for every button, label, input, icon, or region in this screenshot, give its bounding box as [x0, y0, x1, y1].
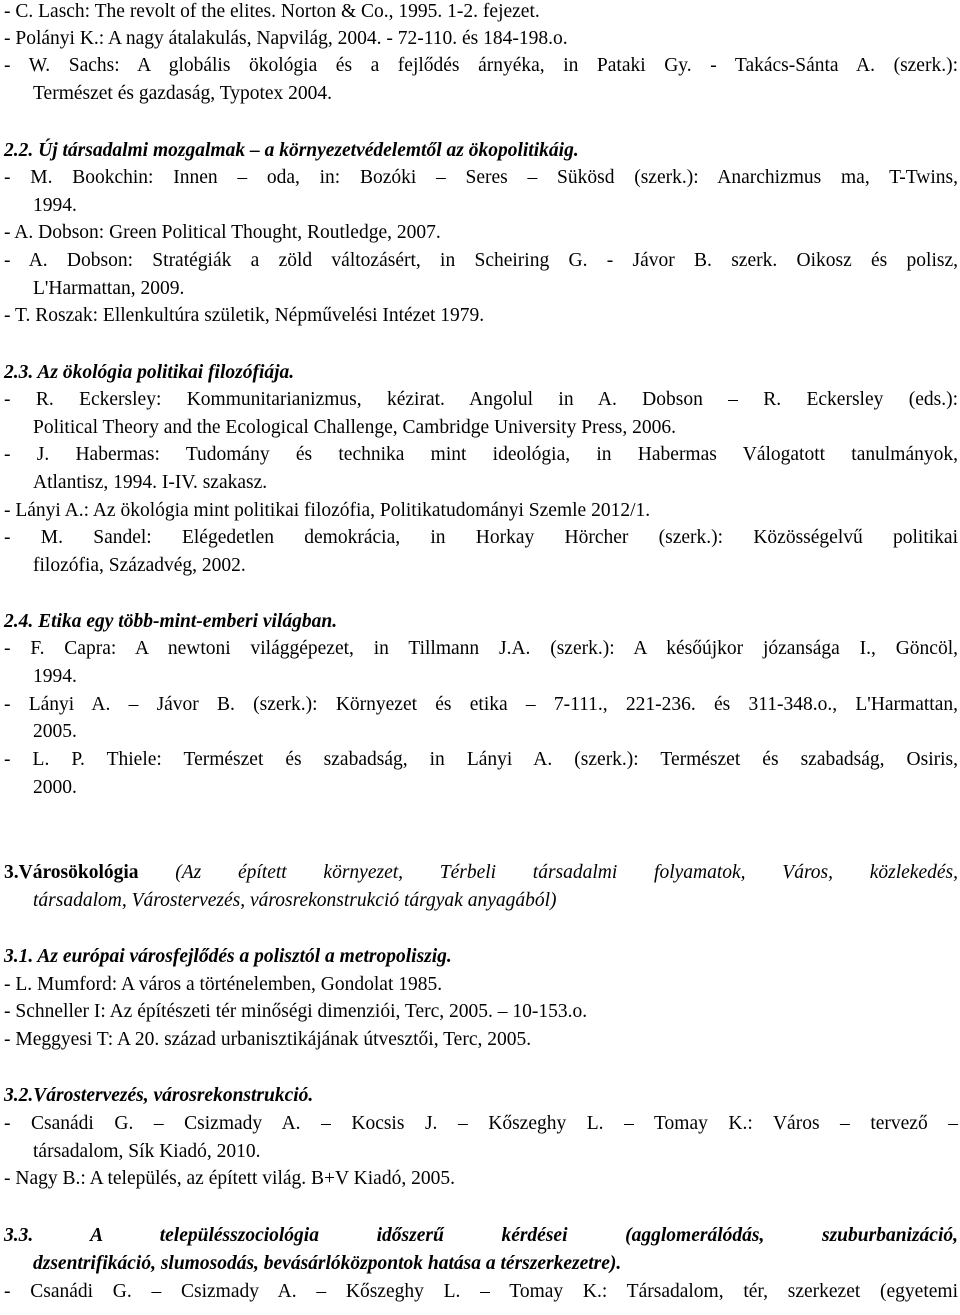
reference-dobson-1: - A. Dobson: Green Political Thought, Routledge, 2007. — [4, 222, 441, 243]
reference-schneller: - Schneller I: Az építészeti tér minőségi dimenziói, Terc, 2005. – 10-153.o. — [4, 1001, 588, 1022]
section-heading-3-1: 3.1. Az európai városfejlődés a polisztól a metropoliszig. — [4, 946, 452, 967]
reference-lanyi-javor: - Lányi A. – Jávor B. (szerk.): Környezet és etika – 7-111., 221-236. és 311-348.o., L'Harmattan, — [4, 694, 958, 715]
reference-meggyesi: - Meggyesi T: A 20. század urbanisztikájának útvesztői, Terc, 2005. — [4, 1029, 532, 1050]
section-3-title: Városökológia — [18, 862, 139, 883]
section-heading-3-3-cont: dzsentrifikáció, slumosodás, bevásárlóközpontok hatása a térszerkezetre). — [33, 1253, 622, 1274]
reference-lanyi-javor-cont: 2005. — [33, 721, 77, 742]
reference-dobson-2: - A. Dobson: Stratégiák a zöld változásért, in Scheiring G. - Jávor B. szerk. Oikosz és polisz, — [4, 250, 958, 271]
reference-bookchin-cont: 1994. — [33, 195, 77, 216]
reference-eckersley-cont: Political Theory and the Ecological Challenge, Cambridge University Press, 2006. — [33, 417, 677, 438]
reference-eckersley: - R. Eckersley: Kommunitarianizmus, kézirat. Angolul in A. Dobson – R. Eckersley (eds.): — [4, 389, 958, 410]
reference-lanyi: - Lányi A.: Az ökológia mint politikai filozófia, Politikatudományi Szemle 2012/1. — [4, 500, 651, 521]
reference-habermas: - J. Habermas: Tudomány és technika mint ideológia, in Habermas Válogatott tanulmányok, — [4, 444, 958, 465]
reference-bookchin: - M. Bookchin: Innen – oda, in: Bozóki – Seres – Sükösd (szerk.): Anarchizmus ma, T-Twins, — [4, 167, 958, 188]
reference-capra-cont: 1994. — [33, 666, 77, 687]
reference-thiele: - L. P. Thiele: Természet és szabadság, in Lányi A. (szerk.): Természet és szabadság, Osiris, — [4, 749, 958, 770]
reference-roszak: - T. Roszak: Ellenkultúra születik, Népművelési Intézet 1979. — [4, 305, 485, 326]
reference-mumford: - L. Mumford: A város a történelemben, Gondolat 1985. — [4, 974, 443, 995]
section-3-note-cont: társadalom, Várostervezés, városrekonstrukció tárgyak anyagából) — [33, 890, 557, 911]
reference-polanyi: - Polányi K.: A nagy átalakulás, Napvilág, 2004. - 72-110. és 184-198.o. — [4, 28, 568, 49]
reference-dobson-2-cont: L'Harmattan, 2009. — [33, 278, 185, 299]
reference-nagy: - Nagy B.: A település, az épített világ. B+V Kiadó, 2005. — [4, 1168, 455, 1189]
reference-csanadi-2: - Csanádi G. – Csizmady A. – Kőszeghy L. – Tomay K.: Társadalom, tér, szerkezet (egyetemi — [4, 1281, 958, 1302]
reference-sandel-cont: filozófia, Századvég, 2002. — [33, 555, 246, 576]
reference-thiele-cont: 2000. — [33, 777, 77, 798]
reference-lasch: - C. Lasch: The revolt of the elites. Norton & Co., 1995. 1-2. fejezet. — [4, 1, 540, 22]
reference-sandel: - M. Sandel: Elégedetlen demokrácia, in Horkay Hörcher (szerk.): Közösségelvű politikai — [4, 527, 958, 548]
section-3-note: (Az épített környezet, Térbeli társadalmi folyamatok, Város, közlekedés, — [138, 862, 958, 883]
reference-csanadi-1: - Csanádi G. – Csizmady A. – Kocsis J. – Kőszeghy L. – Tomay K.: Város – tervező – — [4, 1113, 958, 1134]
reference-capra: - F. Capra: A newtoni világgépezet, in Tillmann J.A. (szerk.): A későújkor józansága I., Göncöl, — [4, 638, 958, 659]
section-heading-3-2: 3.2.Várostervezés, városrekonstrukció. — [4, 1085, 314, 1106]
reference-sachs-cont: Természet és gazdaság, Typotex 2004. — [33, 83, 333, 104]
section-heading-2-4: 2.4. Etika egy több-mint-emberi világban. — [4, 611, 338, 632]
section-heading-2-2: 2.2. Új társadalmi mozgalmak – a környezetvédelemtől az ökopolitikáig. — [4, 140, 579, 161]
reference-sachs: - W. Sachs: A globális ökológia és a fejlődés árnyéka, in Pataki Gy. - Takács-Sánta A. (szerk.): — [4, 55, 958, 76]
section-heading-2-3: 2.3. Az ökológia politikai filozófiája. — [4, 362, 295, 383]
section-heading-3-3: 3.3. A településszociológia időszerű kérdései (agglomerálódás, szuburbanizáció, — [4, 1225, 958, 1246]
section-heading-3 — [4, 861, 958, 885]
reference-csanadi-1-cont: társadalom, Sík Kiadó, 2010. — [33, 1141, 261, 1162]
reference-habermas-cont: Atlantisz, 1994. I-IV. szakasz. — [33, 472, 268, 493]
section-3-number: 3. — [4, 862, 19, 883]
